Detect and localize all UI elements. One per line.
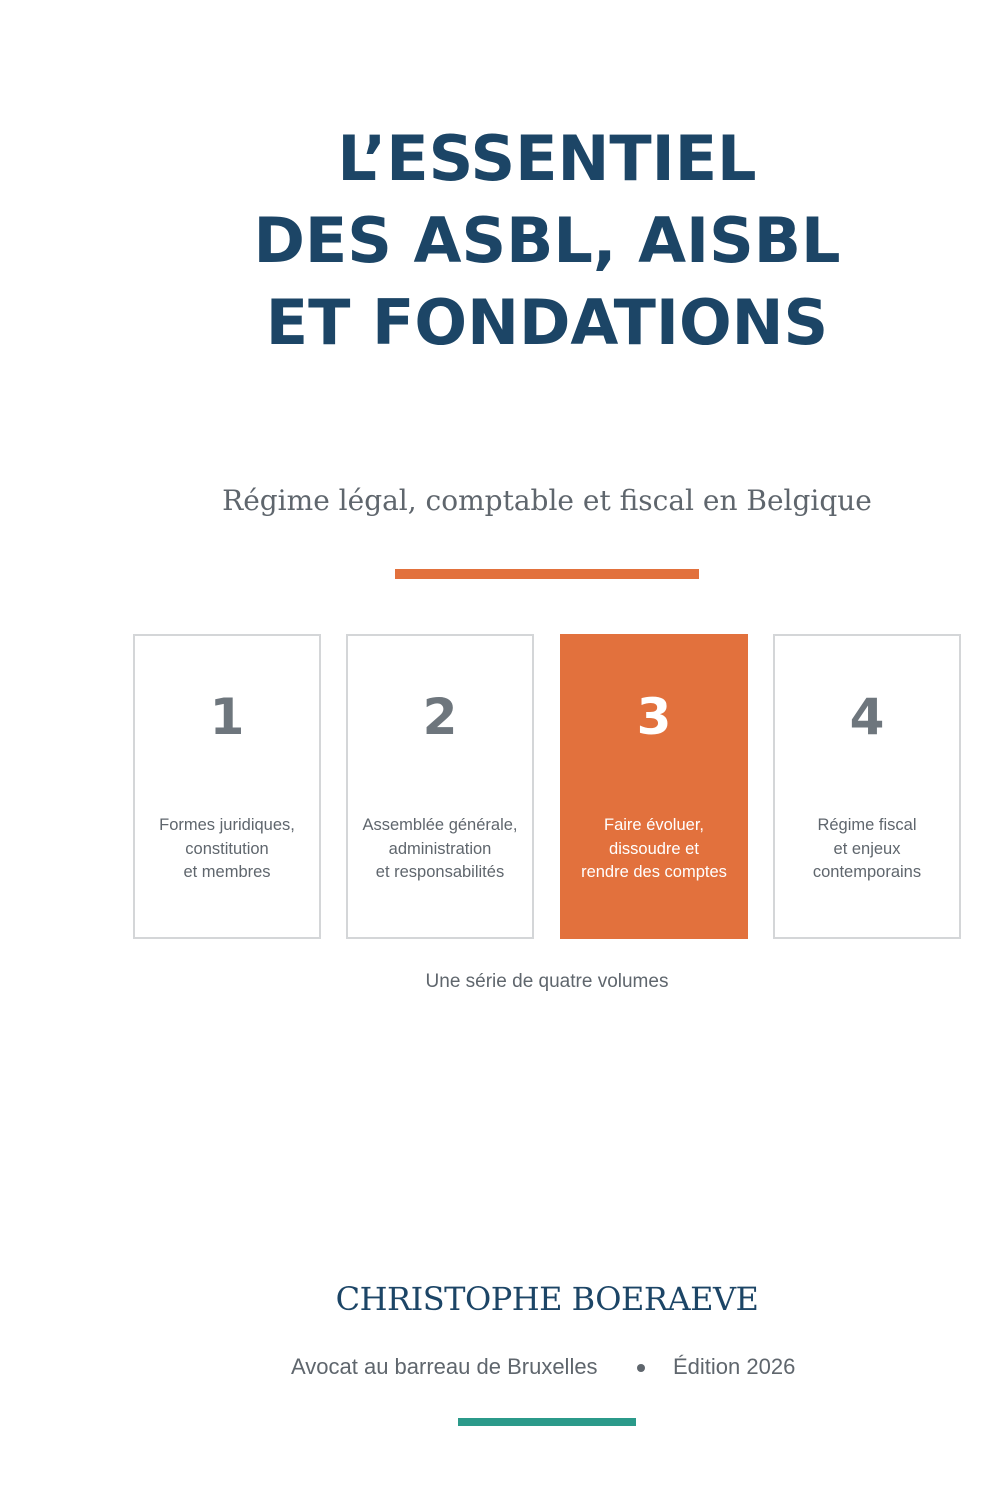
volume-number: 4 <box>849 688 885 746</box>
volume-label-line: rendre des comptes <box>581 863 727 881</box>
title-line-2: DES ASBL, AISBL <box>253 204 841 277</box>
volume-card-3 <box>560 634 748 939</box>
title-line-1: L’ESSENTIEL <box>337 122 757 195</box>
volume-card-1 <box>133 634 321 939</box>
volume-label <box>775 814 959 885</box>
volume-number: 3 <box>636 688 672 746</box>
volume-label-line: contemporains <box>812 863 922 881</box>
teal-divider <box>458 1418 636 1426</box>
edition-label: Édition 2026 <box>673 1354 796 1379</box>
volume-label-line: dissoudre et <box>609 839 699 858</box>
volume-label-line: Formes juridiques, <box>159 816 295 834</box>
volume-label-line: administration <box>388 839 492 858</box>
volume-label-line: et membres <box>183 863 271 881</box>
book-subtitle: Régime légal, comptable et fiscal en Belgique <box>222 484 872 517</box>
volume-series <box>133 634 961 939</box>
volume-label-line: constitution <box>185 839 269 858</box>
volume-label-line: Faire évoluer, <box>604 816 704 834</box>
volume-label-line: Assemblée générale, <box>362 816 518 834</box>
title-line-3: ET FONDATIONS <box>265 286 829 359</box>
volume-label <box>348 814 532 885</box>
volume-label <box>562 814 746 885</box>
volume-card-4 <box>773 634 961 939</box>
volume-number: 1 <box>209 688 245 746</box>
volume-label <box>135 814 319 885</box>
volume-label-line: et responsabilités <box>375 863 505 881</box>
volume-card-2 <box>346 634 534 939</box>
volume-label-line: Régime fiscal <box>817 816 917 834</box>
orange-divider <box>395 569 699 579</box>
author-occupation: Avocat au barreau de Bruxelles <box>291 1354 598 1379</box>
series-note: Une série de quatre volumes <box>425 971 669 992</box>
bullet-separator-icon <box>637 1364 645 1372</box>
author-name: CHRISTOPHE BOERAEVE <box>335 1280 759 1318</box>
book-title <box>0 118 1000 364</box>
volume-label-line: et enjeux <box>833 839 901 858</box>
volume-number: 2 <box>422 688 458 746</box>
